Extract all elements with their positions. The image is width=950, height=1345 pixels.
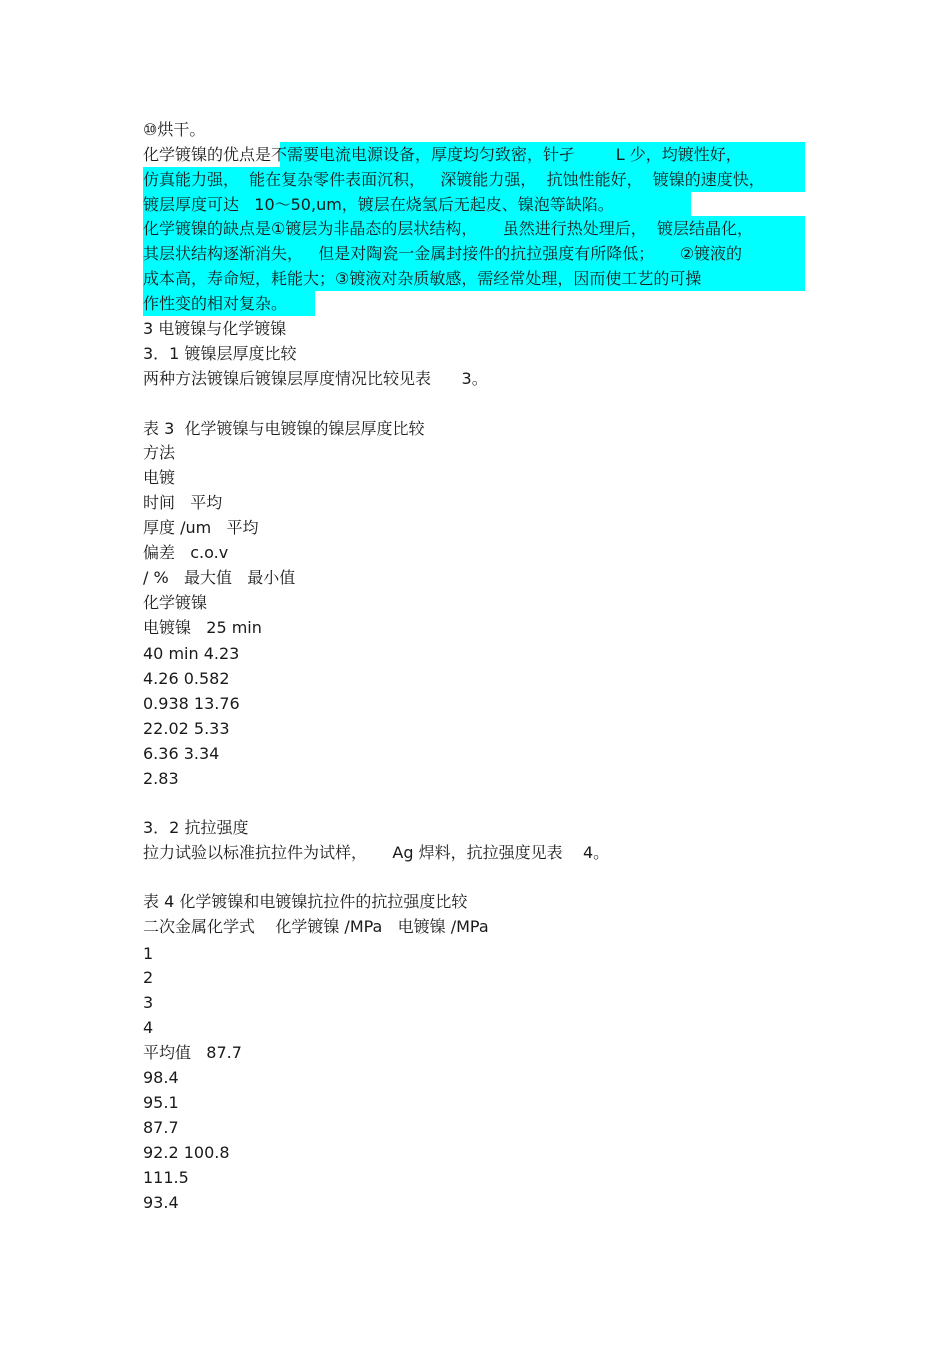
advantages-line: 镀层厚度可达 10～50,um，镀层在烧氢后无起皮、镍泡等缺陷。 [143, 195, 614, 214]
table-4-line: 98.4 [143, 1068, 179, 1087]
table-3-line: 时间 平均 [143, 493, 223, 512]
table-3-line: 6.36 3.34 [143, 744, 220, 763]
section-3-2-text: 拉力试验以标准抗拉件为试样， Ag 焊料，抗拉强度见表 4。 [143, 843, 610, 862]
table-4-line: 92.2 100.8 [143, 1143, 230, 1162]
table-3-line: 2.83 [143, 769, 179, 788]
table-4-line: 111.5 [143, 1168, 189, 1187]
table-4-line: 2 [143, 968, 154, 987]
disadvantages-line: 化学镀镍的缺点是①镀层为非晶态的层状结构， 虽然进行热处理后， 镀层结晶化， [143, 219, 753, 238]
table-3-caption: 表 3 化学镀镍与电镀镍的镍层厚度比较 [143, 419, 425, 438]
section-3-title: 3 电镀镍与化学镀镍 [143, 319, 287, 338]
section-3-2-title: 3．2 抗拉强度 [143, 818, 249, 837]
table-3-line: 4.26 0.582 [143, 669, 230, 688]
table-4-caption: 表 4 化学镀镍和电镀镍抗拉件的抗拉强度比较 [143, 892, 468, 911]
table-4-line: 93.4 [143, 1193, 179, 1212]
table-3-line: 电镀 [143, 468, 176, 487]
table-3-line: 0.938 13.76 [143, 694, 240, 713]
table-3-line: / % 最大值 最小值 [143, 568, 296, 587]
advantages-line: 化学镀镍的优点是不需要电流电源设备，厚度均匀致密，针孑 L 少，均镀性好， [143, 145, 742, 164]
table-4-line: 87.7 [143, 1118, 179, 1137]
table-3-line: 40 min 4.23 [143, 644, 240, 663]
table-4-line: 95.1 [143, 1093, 179, 1112]
table-3-line: 方法 [143, 443, 176, 462]
advantages-line: 仿真能力强， 能在复杂零件表面沉积， 深镀能力强， 抗蚀性能好， 镀镍的速度快， [143, 170, 765, 189]
table-3-line: 化学镀镍 [143, 593, 208, 612]
table-4-header: 二次金属化学式 化学镀镍 /MPa 电镀镍 /MPa [143, 917, 489, 936]
table-3-line: 偏差 c.o.v [143, 543, 229, 562]
section-3-1-text: 两种方法镀镍后镀镍层厚度情况比较见表 3。 [143, 369, 488, 388]
table-3-line: 22.02 5.33 [143, 719, 230, 738]
step-10-text: ⑩烘干。 [143, 120, 206, 139]
disadvantages-line: 作性变的相对复杂。 [143, 294, 288, 313]
table-4-line: 平均值 87.7 [143, 1043, 242, 1062]
disadvantages-line: 成本高，寿命短，耗能大；③镀液对杂质敏感，需经常处理，因而使工艺的可操 [143, 269, 702, 288]
disadvantages-line: 其层状结构逐渐消失， 但是对陶瓷一金属封接件的抗拉强度有所降低； ②镀液的 [143, 244, 743, 263]
table-4-line: 1 [143, 944, 154, 963]
section-3-1-title: 3．1 镀镍层厚度比较 [143, 344, 297, 363]
table-3-line: 电镀镍 25 min [143, 618, 262, 637]
table-4-line: 4 [143, 1018, 154, 1037]
table-4-line: 3 [143, 993, 154, 1012]
table-3-line: 厚度 /um 平均 [143, 518, 259, 537]
